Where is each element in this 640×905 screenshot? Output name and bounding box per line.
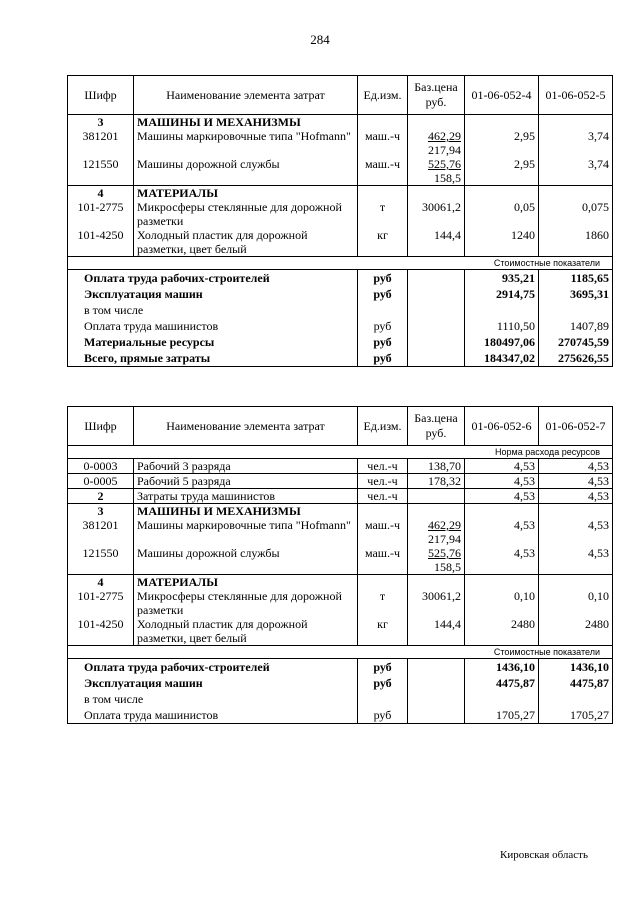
header-col-2: 01-06-052-7 [539, 407, 613, 446]
base-price-cell [408, 617, 465, 646]
empty-cell [408, 675, 465, 691]
norm-value-1: 2480 [465, 617, 539, 646]
norm-value-2: 0,075 [539, 200, 613, 228]
summary-value-1: 180497,06 [465, 334, 539, 350]
empty-cell [408, 270, 465, 287]
resource-name: Рабочий 3 разряда [134, 459, 358, 474]
summary-row [68, 707, 613, 724]
summary-value-1: 2914,75 [465, 286, 539, 302]
summary-label: Оплата труда машинистов [68, 707, 358, 724]
table-row [68, 459, 613, 474]
resource-name: Машины маркировочные типа "Hofmann" [134, 129, 358, 157]
summary-row [68, 270, 613, 287]
base-price: 525,76 [428, 546, 461, 560]
empty-cell [465, 115, 539, 130]
summary-value-2: 4475,87 [539, 675, 613, 691]
summary-value-2: 1705,27 [539, 707, 613, 724]
header-unit: Ед.изм. [358, 407, 408, 446]
empty-cell [408, 575, 465, 590]
base-price-secondary: 158,5 [434, 171, 461, 185]
norm-value-2: 3,74 [539, 129, 613, 157]
cost-table-1 [67, 75, 613, 367]
group-number: 2 [68, 489, 134, 504]
resource-name: Холодный пластик для дорожной разметки, цвет белый [134, 228, 358, 257]
norm-caption-row [68, 446, 613, 459]
resource-code: 101-2775 [68, 200, 134, 228]
base-price-secondary: 217,94 [428, 143, 461, 157]
summary-value-2: 3695,31 [539, 286, 613, 302]
table-row [68, 546, 613, 575]
resource-code: 381201 [68, 129, 134, 157]
summary-label: Оплата труда рабочих-строителей [68, 270, 358, 287]
summary-value-1: 1110,50 [465, 318, 539, 334]
empty-cell [539, 575, 613, 590]
resource-unit: т [358, 589, 408, 617]
table-row [68, 518, 613, 546]
header-row [68, 76, 613, 115]
header-price: Баз.цена руб. [408, 407, 465, 446]
header-col-1: 01-06-052-6 [465, 407, 539, 446]
summary-value-2: 1407,89 [539, 318, 613, 334]
table-row [68, 589, 613, 617]
empty-cell [539, 186, 613, 201]
resource-code: 0-0003 [68, 459, 134, 474]
base-price: 30061,2 [422, 200, 461, 214]
summary-value-1: 184347,02 [465, 350, 539, 367]
resource-name: Микросферы стеклянные для дорожной разметки [134, 589, 358, 617]
norm-value-1: 2,95 [465, 129, 539, 157]
table-row [68, 474, 613, 489]
empty-cell [408, 691, 465, 707]
resource-name: Микросферы стеклянные для дорожной разметки [134, 200, 358, 228]
group-title: МАТЕРИАЛЫ [134, 186, 358, 201]
resource-name: Холодный пластик для дорожной разметки, цвет белый [134, 617, 358, 646]
empty-cell [408, 286, 465, 302]
group-title: МАШИНЫ И МЕХАНИЗМЫ [134, 504, 358, 519]
norm-value-2: 4,53 [539, 459, 613, 474]
header-code: Шифр [68, 407, 134, 446]
group-title: Затраты труда машинистов [134, 489, 358, 504]
summary-unit: руб [358, 675, 408, 691]
norm-value-1: 4,53 [465, 474, 539, 489]
header-col-1: 01-06-052-4 [465, 76, 539, 115]
group-row [68, 115, 613, 130]
summary-row [68, 659, 613, 676]
base-price-cell [408, 129, 465, 157]
summary-unit [358, 302, 408, 318]
summary-row [68, 286, 613, 302]
group-number: 3 [68, 115, 134, 130]
group-row [68, 489, 613, 504]
norm-value-2: 4,53 [539, 518, 613, 546]
resource-code: 101-4250 [68, 228, 134, 257]
group-row [68, 575, 613, 590]
norm-value-1: 2,95 [465, 157, 539, 186]
group-row [68, 504, 613, 519]
cost-indicators-caption: Стоимостные показатели [68, 646, 613, 659]
region-footer: Кировская область [500, 849, 589, 861]
header-row [68, 407, 613, 446]
table-row [68, 157, 613, 186]
empty-cell [408, 707, 465, 724]
summary-value-1 [465, 691, 539, 707]
summary-row [68, 675, 613, 691]
norm-value-2: 4,53 [539, 546, 613, 575]
norm-value-1: 1240 [465, 228, 539, 257]
summary-value-2 [539, 302, 613, 318]
base-price-cell [408, 546, 465, 575]
base-price-cell [408, 157, 465, 186]
summary-label: Эксплуатация машин [68, 675, 358, 691]
norm-value-2: 4,53 [539, 474, 613, 489]
base-price-cell [408, 518, 465, 546]
summary-label: в том числе [68, 302, 358, 318]
summary-label: Материальные ресурсы [68, 334, 358, 350]
resource-unit: маш.-ч [358, 546, 408, 575]
empty-cell [408, 350, 465, 367]
resource-unit: маш.-ч [358, 157, 408, 186]
norm-value-1: 4,53 [465, 546, 539, 575]
summary-label: Оплата труда машинистов [68, 318, 358, 334]
empty-cell [408, 504, 465, 519]
header-price: Баз.цена руб. [408, 76, 465, 115]
summary-value-2: 275626,55 [539, 350, 613, 367]
empty-cell [408, 302, 465, 318]
base-price: 462,29 [428, 518, 461, 532]
cost-indicators-caption: Стоимостные показатели [68, 257, 613, 270]
summary-unit: руб [358, 707, 408, 724]
summary-row [68, 350, 613, 367]
resource-code: 101-4250 [68, 617, 134, 646]
resource-unit: т [358, 200, 408, 228]
resource-name: Машины дорожной службы [134, 546, 358, 575]
base-price: 178,32 [408, 474, 465, 489]
table-row [68, 617, 613, 646]
header-name: Наименование элемента затрат [134, 407, 358, 446]
cost-table-2 [67, 406, 613, 724]
summary-unit: руб [358, 334, 408, 350]
resource-unit: чел.-ч [358, 474, 408, 489]
norm-value-1: 0,10 [465, 589, 539, 617]
norm-value-2: 3,74 [539, 157, 613, 186]
summary-value-1: 4475,87 [465, 675, 539, 691]
table-row [68, 228, 613, 257]
table-row [68, 200, 613, 228]
header-col-2: 01-06-052-5 [539, 76, 613, 115]
resource-name: Машины маркировочные типа "Hofmann" [134, 518, 358, 546]
norm-value-1: 4,53 [465, 459, 539, 474]
empty-cell [408, 334, 465, 350]
empty-cell [358, 504, 408, 519]
page-number: 284 [310, 32, 330, 47]
norm-value-1: 0,05 [465, 200, 539, 228]
norm-value-2: 2480 [539, 617, 613, 646]
resource-unit: чел.-ч [358, 489, 408, 504]
summary-value-1: 1705,27 [465, 707, 539, 724]
summary-value-2 [539, 691, 613, 707]
summary-row [68, 334, 613, 350]
summary-unit: руб [358, 350, 408, 367]
base-price-secondary: 217,94 [428, 532, 461, 546]
summary-value-2: 1436,10 [539, 659, 613, 676]
empty-cell [539, 504, 613, 519]
resource-code: 381201 [68, 518, 134, 546]
resource-code: 0-0005 [68, 474, 134, 489]
group-number: 4 [68, 575, 134, 590]
base-price-cell [408, 589, 465, 617]
norm-value-1: 4,53 [465, 518, 539, 546]
norm-value-2: 0,10 [539, 589, 613, 617]
resource-code: 121550 [68, 157, 134, 186]
norm-caption: Норма расхода ресурсов [68, 446, 613, 459]
base-price-secondary: 158,5 [434, 560, 461, 574]
summary-value-2: 1185,65 [539, 270, 613, 287]
cost-indicators-caption-row [68, 646, 613, 659]
summary-unit: руб [358, 286, 408, 302]
header-unit: Ед.изм. [358, 76, 408, 115]
summary-row [68, 302, 613, 318]
group-title: МАТЕРИАЛЫ [134, 575, 358, 590]
norm-value-2: 4,53 [539, 489, 613, 504]
cost-indicators-caption-row [68, 257, 613, 270]
empty-cell [358, 575, 408, 590]
resource-code: 121550 [68, 546, 134, 575]
norm-value-2: 1860 [539, 228, 613, 257]
empty-cell [358, 186, 408, 201]
summary-value-1: 1436,10 [465, 659, 539, 676]
header-name: Наименование элемента затрат [134, 76, 358, 115]
base-price-cell [408, 200, 465, 228]
empty-cell [408, 489, 465, 504]
summary-unit: руб [358, 659, 408, 676]
base-price: 30061,2 [422, 589, 461, 603]
resource-code: 101-2775 [68, 589, 134, 617]
summary-row [68, 691, 613, 707]
empty-cell [408, 318, 465, 334]
resource-unit: кг [358, 228, 408, 257]
summary-value-2: 270745,59 [539, 334, 613, 350]
base-price: 144,4 [434, 617, 461, 631]
resource-unit: маш.-ч [358, 518, 408, 546]
base-price: 525,76 [428, 157, 461, 171]
summary-label: Всего, прямые затраты [68, 350, 358, 367]
empty-cell [408, 186, 465, 201]
empty-cell [465, 186, 539, 201]
empty-cell [465, 575, 539, 590]
resource-unit: маш.-ч [358, 129, 408, 157]
base-price: 144,4 [434, 228, 461, 242]
resource-unit: кг [358, 617, 408, 646]
empty-cell [408, 659, 465, 676]
summary-unit: руб [358, 318, 408, 334]
resource-name: Машины дорожной службы [134, 157, 358, 186]
group-row [68, 186, 613, 201]
empty-cell [358, 115, 408, 130]
summary-label: Оплата труда рабочих-строителей [68, 659, 358, 676]
summary-value-1 [465, 302, 539, 318]
base-price: 462,29 [428, 129, 461, 143]
summary-label: Эксплуатация машин [68, 286, 358, 302]
summary-unit [358, 691, 408, 707]
base-price: 138,70 [408, 459, 465, 474]
empty-cell [539, 115, 613, 130]
empty-cell [465, 504, 539, 519]
summary-row [68, 318, 613, 334]
group-number: 3 [68, 504, 134, 519]
resource-name: Рабочий 5 разряда [134, 474, 358, 489]
resource-unit: чел.-ч [358, 459, 408, 474]
summary-label: в том числе [68, 691, 358, 707]
summary-unit: руб [358, 270, 408, 287]
group-title: МАШИНЫ И МЕХАНИЗМЫ [134, 115, 358, 130]
header-code: Шифр [68, 76, 134, 115]
norm-value-1: 4,53 [465, 489, 539, 504]
base-price-cell [408, 228, 465, 257]
summary-value-1: 935,21 [465, 270, 539, 287]
empty-cell [408, 115, 465, 130]
table-row [68, 129, 613, 157]
group-number: 4 [68, 186, 134, 201]
